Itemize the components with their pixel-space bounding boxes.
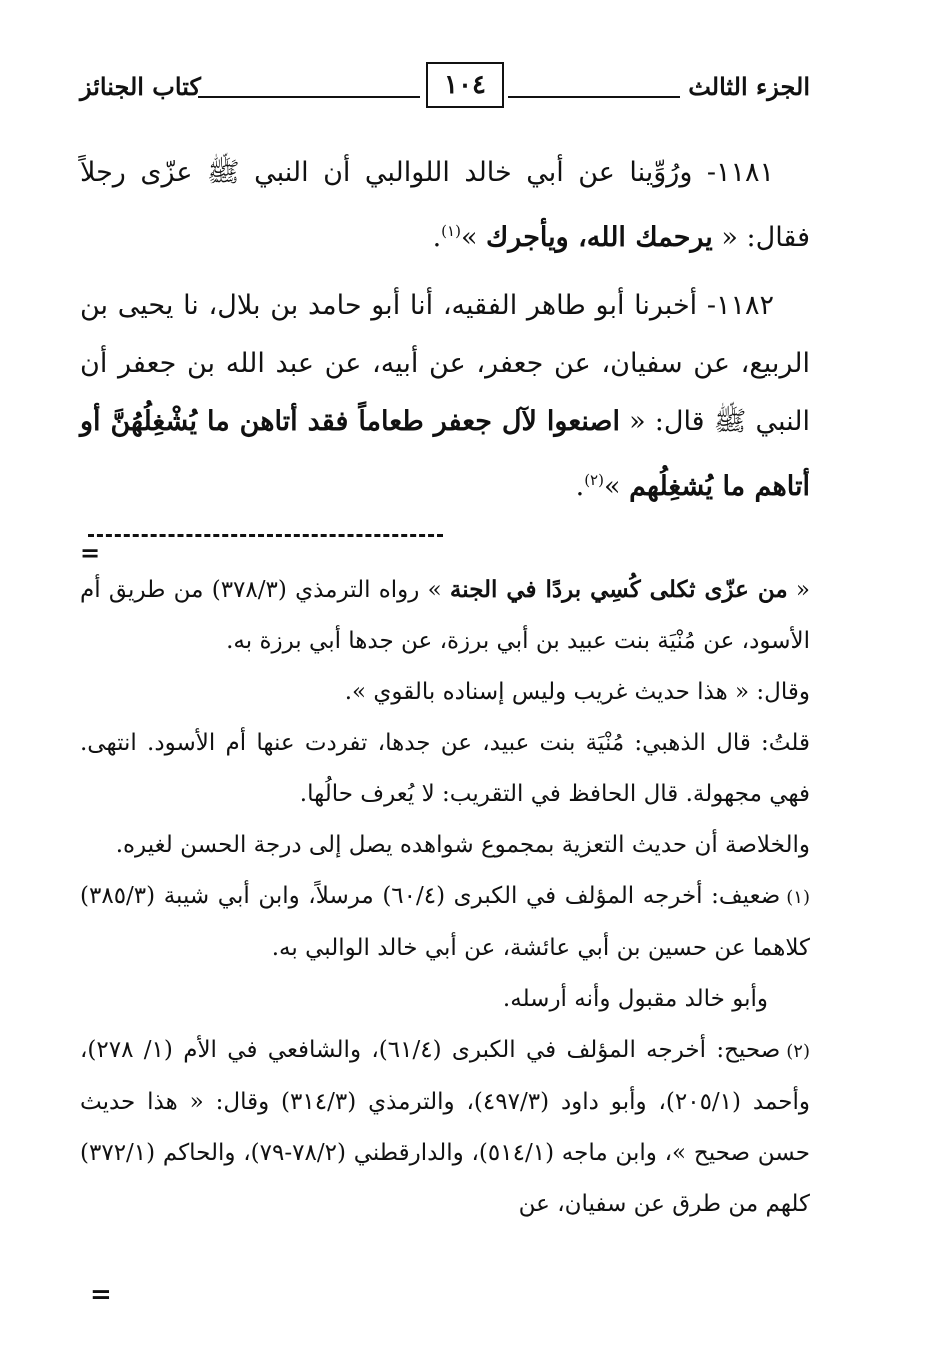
header-rule-left	[198, 96, 420, 98]
dhahabi-comment: قلتُ: قال الذهبي: مُنْيَة بنت عبيد، عن جدها، تفردت عنها أم الأسود. انتهى. فهي مجهولة. قال الحافظ في التقريب: لا يُعرف حالُها.	[80, 730, 810, 807]
footnote-2-number: (٢)	[786, 1041, 810, 1062]
footnote-1-text: ضعيف: أخرجه المؤلف في الكبرى (٦٠/٤) مرسلاً، وابن أبي شيبة (٣٨٥/٣) كلاهما عن حسين بن أبي عائشة، عن أبي خالد الوالبي به.	[80, 883, 810, 961]
page	[80, 62, 810, 1230]
hadith-1182-intro: ١١٨٢- أخبرنا أبو طاهر الفقيه، أنا أبو حامد بن بلال، نا يحيى بن الربيع، عن سفيان، عن جعفر، عن أبيه، عن عبد الله بن جعفر أن النبي ﷺ قال: «	[80, 290, 811, 437]
hadith-1181	[80, 144, 810, 267]
footnote-1-continuation: وأبو خالد مقبول وأنه أرسله.	[502, 986, 768, 1012]
hadith-1181-end: .	[432, 222, 442, 253]
continued-note-text: » رواه الترمذي (٣٧٨/٣) من طريق أم الأسود، عن مُنْيَة بنت عبيد بن أبي برزة، عن جدها أبي برزة به.	[80, 577, 810, 654]
main-text	[80, 144, 810, 516]
footnote-1-number: (١)	[786, 887, 810, 908]
page-number-box: ١٠٤	[426, 62, 504, 108]
footnote-separator	[80, 526, 810, 567]
footnote-ref-1: (١)	[441, 222, 461, 240]
conclusion: والخلاصة أن حديث التعزية بمجموع شواهده يصل إلى درجة الحسن لغيره.	[115, 832, 810, 858]
volume-label: الجزء الثالث	[688, 72, 810, 101]
header-rule-right	[508, 96, 680, 98]
hadith-1182	[80, 277, 810, 516]
tirmidhi-comment: وقال: « هذا حديث غريب وليس إسناده بالقوي ».	[344, 679, 810, 705]
continued-note-quote: من عزّى ثكلى كُسِي بردًا في الجنة	[449, 576, 788, 603]
hadith-1182-end: .	[575, 471, 585, 502]
page-header	[80, 62, 810, 114]
footnote-ref-2: (٢)	[584, 471, 604, 489]
hadith-1181-intro: ١١٨١- ورُوِّينا عن أبي خالد اللوالبي أن النبي ﷺ عزّى رجلاً فقال: «	[80, 157, 810, 253]
hadith-1181-close: »	[460, 222, 487, 253]
footnotes	[80, 564, 810, 1230]
continued-note-open: «	[787, 577, 810, 603]
footnote-1	[80, 871, 810, 974]
hadith-1182-quote: اصنعوا لآل جعفر طعاماً فقد أتاهن ما يُشْغِلُهُنَّ أو أتاهم ما يُشغِلُهم	[80, 406, 810, 502]
chapter-title: كتاب الجنائز	[80, 72, 201, 101]
footnote-2-text: صحيح: أخرجه المؤلف في الكبرى (٦١/٤)، والشافعي في الأم (١/ ٢٧٨)، وأحمد (٢٠٥/١)، وأبو داود (٤٩٧/٣)، والترمذي (٣١٤/٣) وقال: « هذا حديث حسن صحيح »، وابن ماجه (٥١٤/١)، والدارقطني (٧٨/٢-٧٩)، والحاكم (٣٧٢/١) كلهم من طرق عن سفيان، عن	[80, 1037, 811, 1217]
hadith-1182-close: »	[603, 471, 630, 502]
dashed-rule	[88, 534, 443, 537]
page-bottom-mark: =	[90, 1280, 112, 1310]
hadith-1181-quote: يرحمك الله، ويأجرك	[486, 222, 713, 253]
continued-note	[80, 564, 810, 667]
footnote-2	[80, 1025, 810, 1230]
continuation-mark: =	[80, 538, 101, 567]
